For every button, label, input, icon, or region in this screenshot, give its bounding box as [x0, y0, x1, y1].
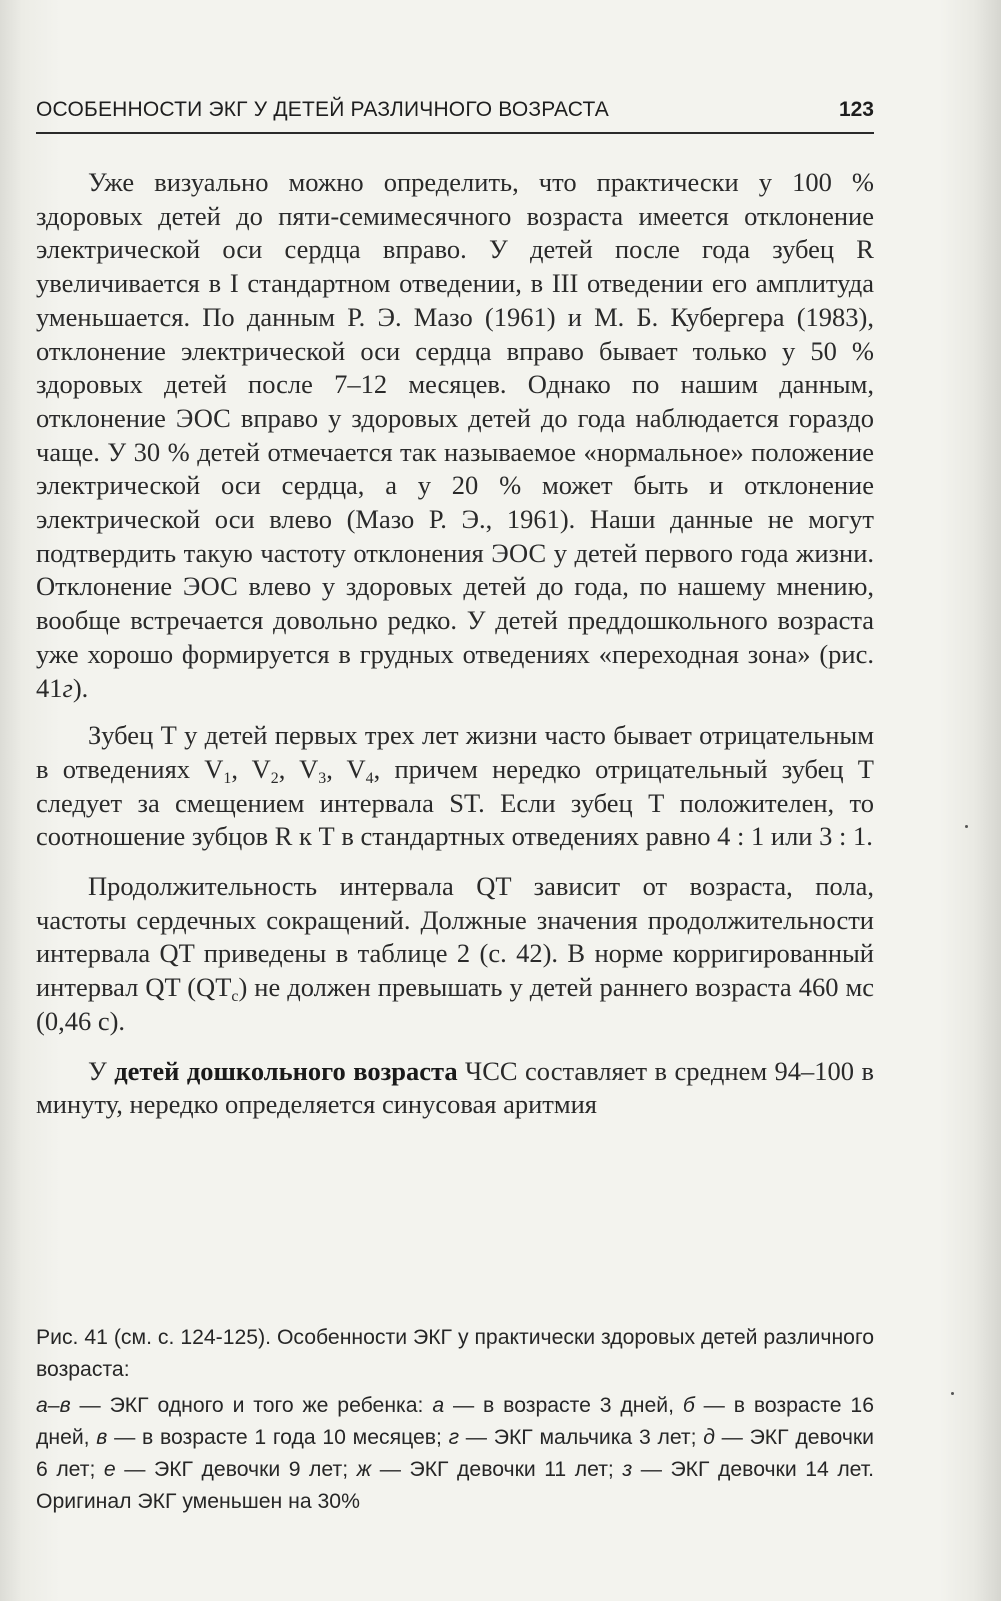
- paragraph-4-start: У: [88, 1055, 115, 1086]
- lead-subscript-4: 4: [365, 769, 374, 787]
- qtc-subscript: c: [231, 988, 239, 1006]
- lead-separator-3: , V: [326, 753, 366, 784]
- legend-text: — ЭКГ девочки 11 лет;: [371, 1458, 623, 1481]
- paragraph-2-start: Зубец Т у детей первых трех лет жизни часто бывает отрицательным в отведениях V: [36, 720, 874, 784]
- legend-letter: з: [622, 1458, 633, 1481]
- page-number: 123: [838, 98, 874, 121]
- legend-text: — ЭКГ девочки 14 лет. Оригинал ЭКГ уменьшен на 30%: [36, 1458, 874, 1513]
- lead-subscript-2: 2: [270, 769, 279, 787]
- paragraph-4-bold: детей дошкольного возраста: [114, 1055, 458, 1086]
- paragraph-1: [36, 166, 874, 705]
- running-title: ОСОБЕННОСТИ ЭКГ У ДЕТЕЙ РАЗЛИЧНОГО ВОЗРАСТА: [36, 98, 609, 121]
- paragraph-3-start: Продолжительность интервала QT зависит от возраста, пола, частоты сердечных сокращений. Должные значения продолжительности интервала QT приведены в таблице 2 (с. 42). В норме корригированный интервал QT (QT: [36, 871, 874, 1003]
- legend-text: — ЭКГ девочки 9 лет;: [115, 1458, 357, 1481]
- figure-caption: [36, 1322, 874, 1518]
- legend-text: — ЭКГ одного и того же ребенка:: [70, 1394, 433, 1417]
- lead-subscript-3: 3: [318, 769, 327, 787]
- legend-text: — ЭКГ девочки 6 лет;: [36, 1426, 874, 1481]
- paragraph-1-text: Уже визуально можно определить, что практически у 100 % здоровых детей до пяти-семимесячного возраста имеется отклонение электрической оси сердца вправо. У детей после года зубец R увеличивается в I стандартном отведении, в III отведении его амплитуда уменьшается. По данным Р. Э. Мазо (1961) и М. Б. Кубергера (1983), отклонение электрической оси сердца вправо бывает только у 50 % здоровых детей после 7–12 месяцев. Однако по нашим данным, отклонение ЭОС вправо у здоровых детей до года наблюдается гораздо чаще. У 30 % детей отмечается так называемое «нормальное» положение электрической оси сердца, а у 20 % может быть и отклонение электрической оси влево (Мазо Р. Э., 1961). Наши данные не могут подтвердить такую частоту отклонения ЭОС у детей первого года жизни. Отклонение ЭОС влево у здоровых детей до года, по нашему мнению, вообще встречается довольно редко. У детей преддошкольного возраста уже хорошо формируется в грудных отведениях «переходная зона» (рис. 41: [36, 167, 874, 703]
- legend-letter: а–в: [36, 1394, 71, 1417]
- caption-title: Рис. 41 (см. с. 124-125). Особенности ЭКГ у практически здоровых детей различного возраста:: [36, 1326, 874, 1381]
- figure-letter: г: [62, 672, 73, 703]
- legend-letter: д: [703, 1426, 715, 1449]
- legend-letter: б: [682, 1394, 695, 1417]
- page-header: [36, 96, 874, 134]
- paragraph-2: [36, 719, 874, 854]
- caption-legend: [36, 1390, 874, 1518]
- paragraph-3: [36, 870, 874, 1039]
- legend-letter: а: [432, 1394, 445, 1417]
- lead-separator-1: , V: [231, 753, 271, 784]
- legend-text: — ЭКГ мальчика 3 лет;: [459, 1426, 704, 1449]
- legend-text: — в возрасте 16 дней,: [36, 1394, 874, 1449]
- legend-text: — в возрасте 3 дней,: [444, 1394, 683, 1417]
- legend-letter: ж: [356, 1458, 372, 1481]
- legend-letter: г: [448, 1426, 460, 1449]
- main-text: [36, 166, 874, 1138]
- scan-speck: [951, 1392, 954, 1395]
- scan-speck: [965, 825, 968, 828]
- paragraph-1-end: ).: [72, 672, 89, 703]
- paragraph-4: [36, 1055, 874, 1122]
- paragraph-2-end: , причем нередко отрицательный зубец Т следует за смещением интервала ST. Если зубец Т положителен, то соотношение зубцов R к Т в стандартных отведениях равно 4 : 1 или 3 : 1.: [36, 753, 874, 852]
- legend-letter: в: [96, 1426, 108, 1449]
- lead-subscript-1: 1: [223, 769, 232, 787]
- paragraph-4-end: ЧСС составляет в среднем 94–100 в минуту, нередко определяется синусовая аритмия: [36, 1055, 874, 1120]
- paragraph-3-end: ) не должен превышать у детей раннего возраста 460 мс (0,46 с).: [36, 972, 874, 1036]
- lead-separator-2: , V: [278, 753, 319, 784]
- legend-text: — в возрасте 1 года 10 месяцев;: [107, 1426, 449, 1449]
- legend-letter: е: [103, 1458, 116, 1481]
